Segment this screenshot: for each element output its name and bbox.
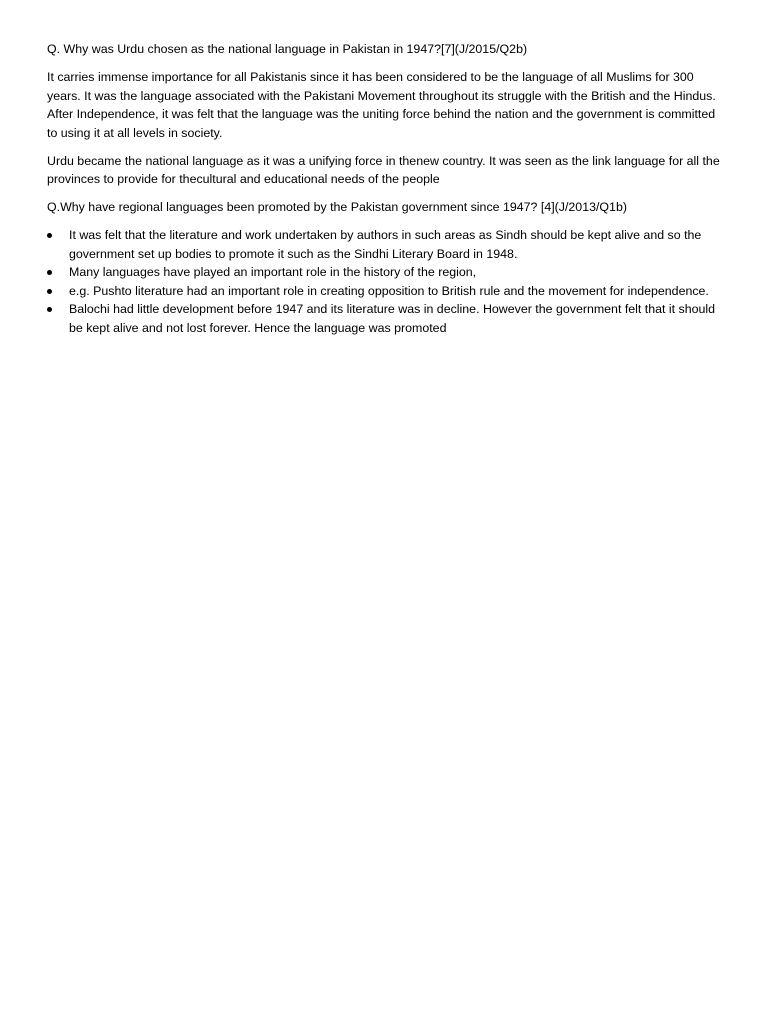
document-page	[47, 40, 723, 337]
bullet-item	[47, 263, 723, 282]
bullet-text: Balochi had little development before 1947 and its literature was in decline. However the government felt that it should be kept alive and not lost forever. Hence the language was promoted	[69, 302, 716, 335]
bullet-text: It was felt that the literature and work undertaken by authors in such areas as Sindh should be kept alive and so the government set up bodies to promote it such as the Sindhi Literary Board in 1948.	[69, 228, 702, 261]
bullet-item	[47, 282, 723, 301]
question-urdu-national-language: Q. Why was Urdu chosen as the national language in Pakistan in 1947?[7](J/2015/Q2b)	[47, 42, 528, 56]
question-regional-languages: Q.Why have regional languages been promoted by the Pakistan government since 1947? [4](J/2013/Q1b)	[47, 200, 627, 214]
answer-paragraph: Urdu became the national language as it was a unifying force in thenew country. It was seen as the link language for all the provinces to provide for thecultural and educational needs of the people	[47, 153, 720, 186]
bullet-icon	[47, 233, 52, 238]
bullet-icon	[47, 270, 52, 275]
answer-bullet-list	[47, 226, 723, 337]
bullet-item	[47, 226, 723, 263]
bullet-item	[47, 300, 723, 337]
bullet-icon	[47, 289, 52, 294]
bullet-text: e.g. Pushto literature had an important role in creating opposition to British rule and the movement for independence.	[69, 283, 709, 298]
answer-paragraph: It carries immense importance for all Pakistanis since it has been considered to be the language of all Muslims for 300 years. It was the language associated with the Pakistani Movement throughout its struggle with the British and the Hindus. After Independence, it was felt that the language was the uniting force behind the nation and the government is committed to using it at all levels in society.	[47, 70, 716, 140]
bullet-text: Many languages have played an important role in the history of the region,	[69, 265, 477, 279]
bullet-icon	[47, 307, 52, 312]
